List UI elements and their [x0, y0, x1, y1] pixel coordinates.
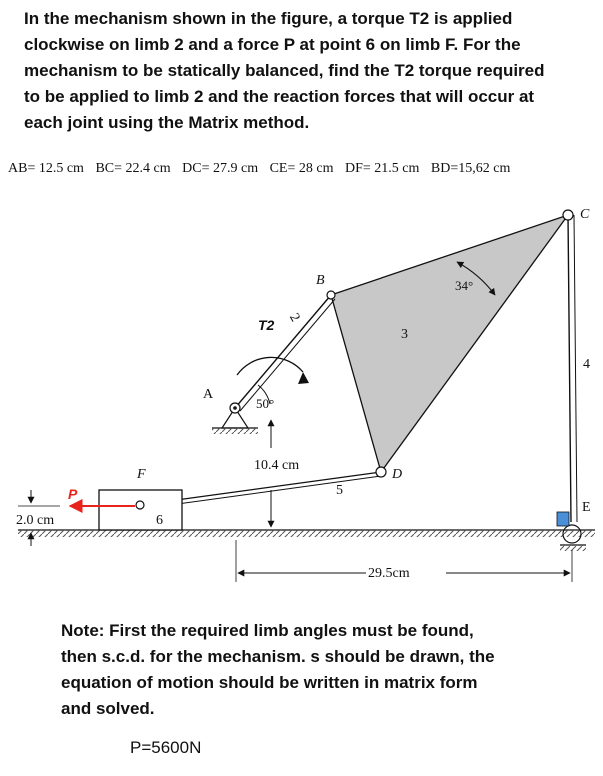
- joint-f: [136, 501, 144, 509]
- link-3-plate: [331, 215, 568, 472]
- label-a: A: [203, 387, 214, 402]
- label-link-4: 4: [583, 357, 590, 372]
- dim-ab: AB= 12.5 cm: [8, 161, 84, 176]
- problem-line: clockwise on limb 2 and a force P at point 6 on limb F. For the: [24, 35, 521, 54]
- note-line: equation of motion should be written in matrix form: [61, 673, 478, 692]
- dim-dc: DC= 27.9 cm: [182, 161, 259, 176]
- label-link-6: 6: [156, 513, 163, 528]
- label-e: E: [582, 500, 591, 515]
- note-line: Note: First the required limb angles must be found,: [61, 621, 474, 640]
- dim-df: DF= 21.5 cm: [344, 161, 420, 176]
- label-angle-50: 50°: [256, 396, 275, 411]
- link-2: [235, 295, 331, 408]
- note-block: [61, 618, 581, 722]
- problem-line: to be applied to limb 2 and the reaction forces that will occur at: [24, 87, 535, 106]
- joint-d: [376, 467, 386, 477]
- label-t2: T2: [258, 317, 275, 333]
- given-force-p: P=5600N: [130, 738, 202, 757]
- link-4: [568, 215, 571, 522]
- joint-c: [563, 210, 573, 220]
- note-line: then s.c.d. for the mechanism. s should be drawn, the: [61, 647, 495, 666]
- ground: [18, 530, 595, 537]
- label-dim-10cm: 10.4 cm: [254, 458, 300, 473]
- problem-line: In the mechanism shown in the figure, a torque T2 is applied: [24, 9, 513, 28]
- label-dim-29cm: 29.5cm: [368, 566, 410, 581]
- problem-line: mechanism to be statically balanced, find the T2 torque required: [24, 61, 545, 80]
- label-b: B: [316, 273, 325, 288]
- label-dim-2cm: 2.0 cm: [16, 513, 55, 528]
- dim-ce: CE= 28 cm: [269, 161, 334, 176]
- problem-line: each joint using the Matrix method.: [24, 113, 310, 132]
- label-link-5: 5: [336, 483, 343, 498]
- slider-square-e: [557, 512, 569, 526]
- label-p: P: [68, 486, 78, 502]
- label-link-2: 2: [286, 311, 303, 325]
- label-link-3: 3: [401, 327, 408, 342]
- slider-block-6: [99, 490, 182, 530]
- dim-bc: BC= 22.4 cm: [95, 161, 171, 176]
- label-c: C: [580, 207, 590, 222]
- dim-bd: BD=15,62 cm: [430, 161, 511, 176]
- label-f: F: [137, 467, 146, 482]
- joint-b: [327, 291, 335, 299]
- note-line: and solved.: [61, 699, 155, 718]
- label-angle-34: 34°: [455, 278, 474, 293]
- label-d: D: [392, 467, 403, 482]
